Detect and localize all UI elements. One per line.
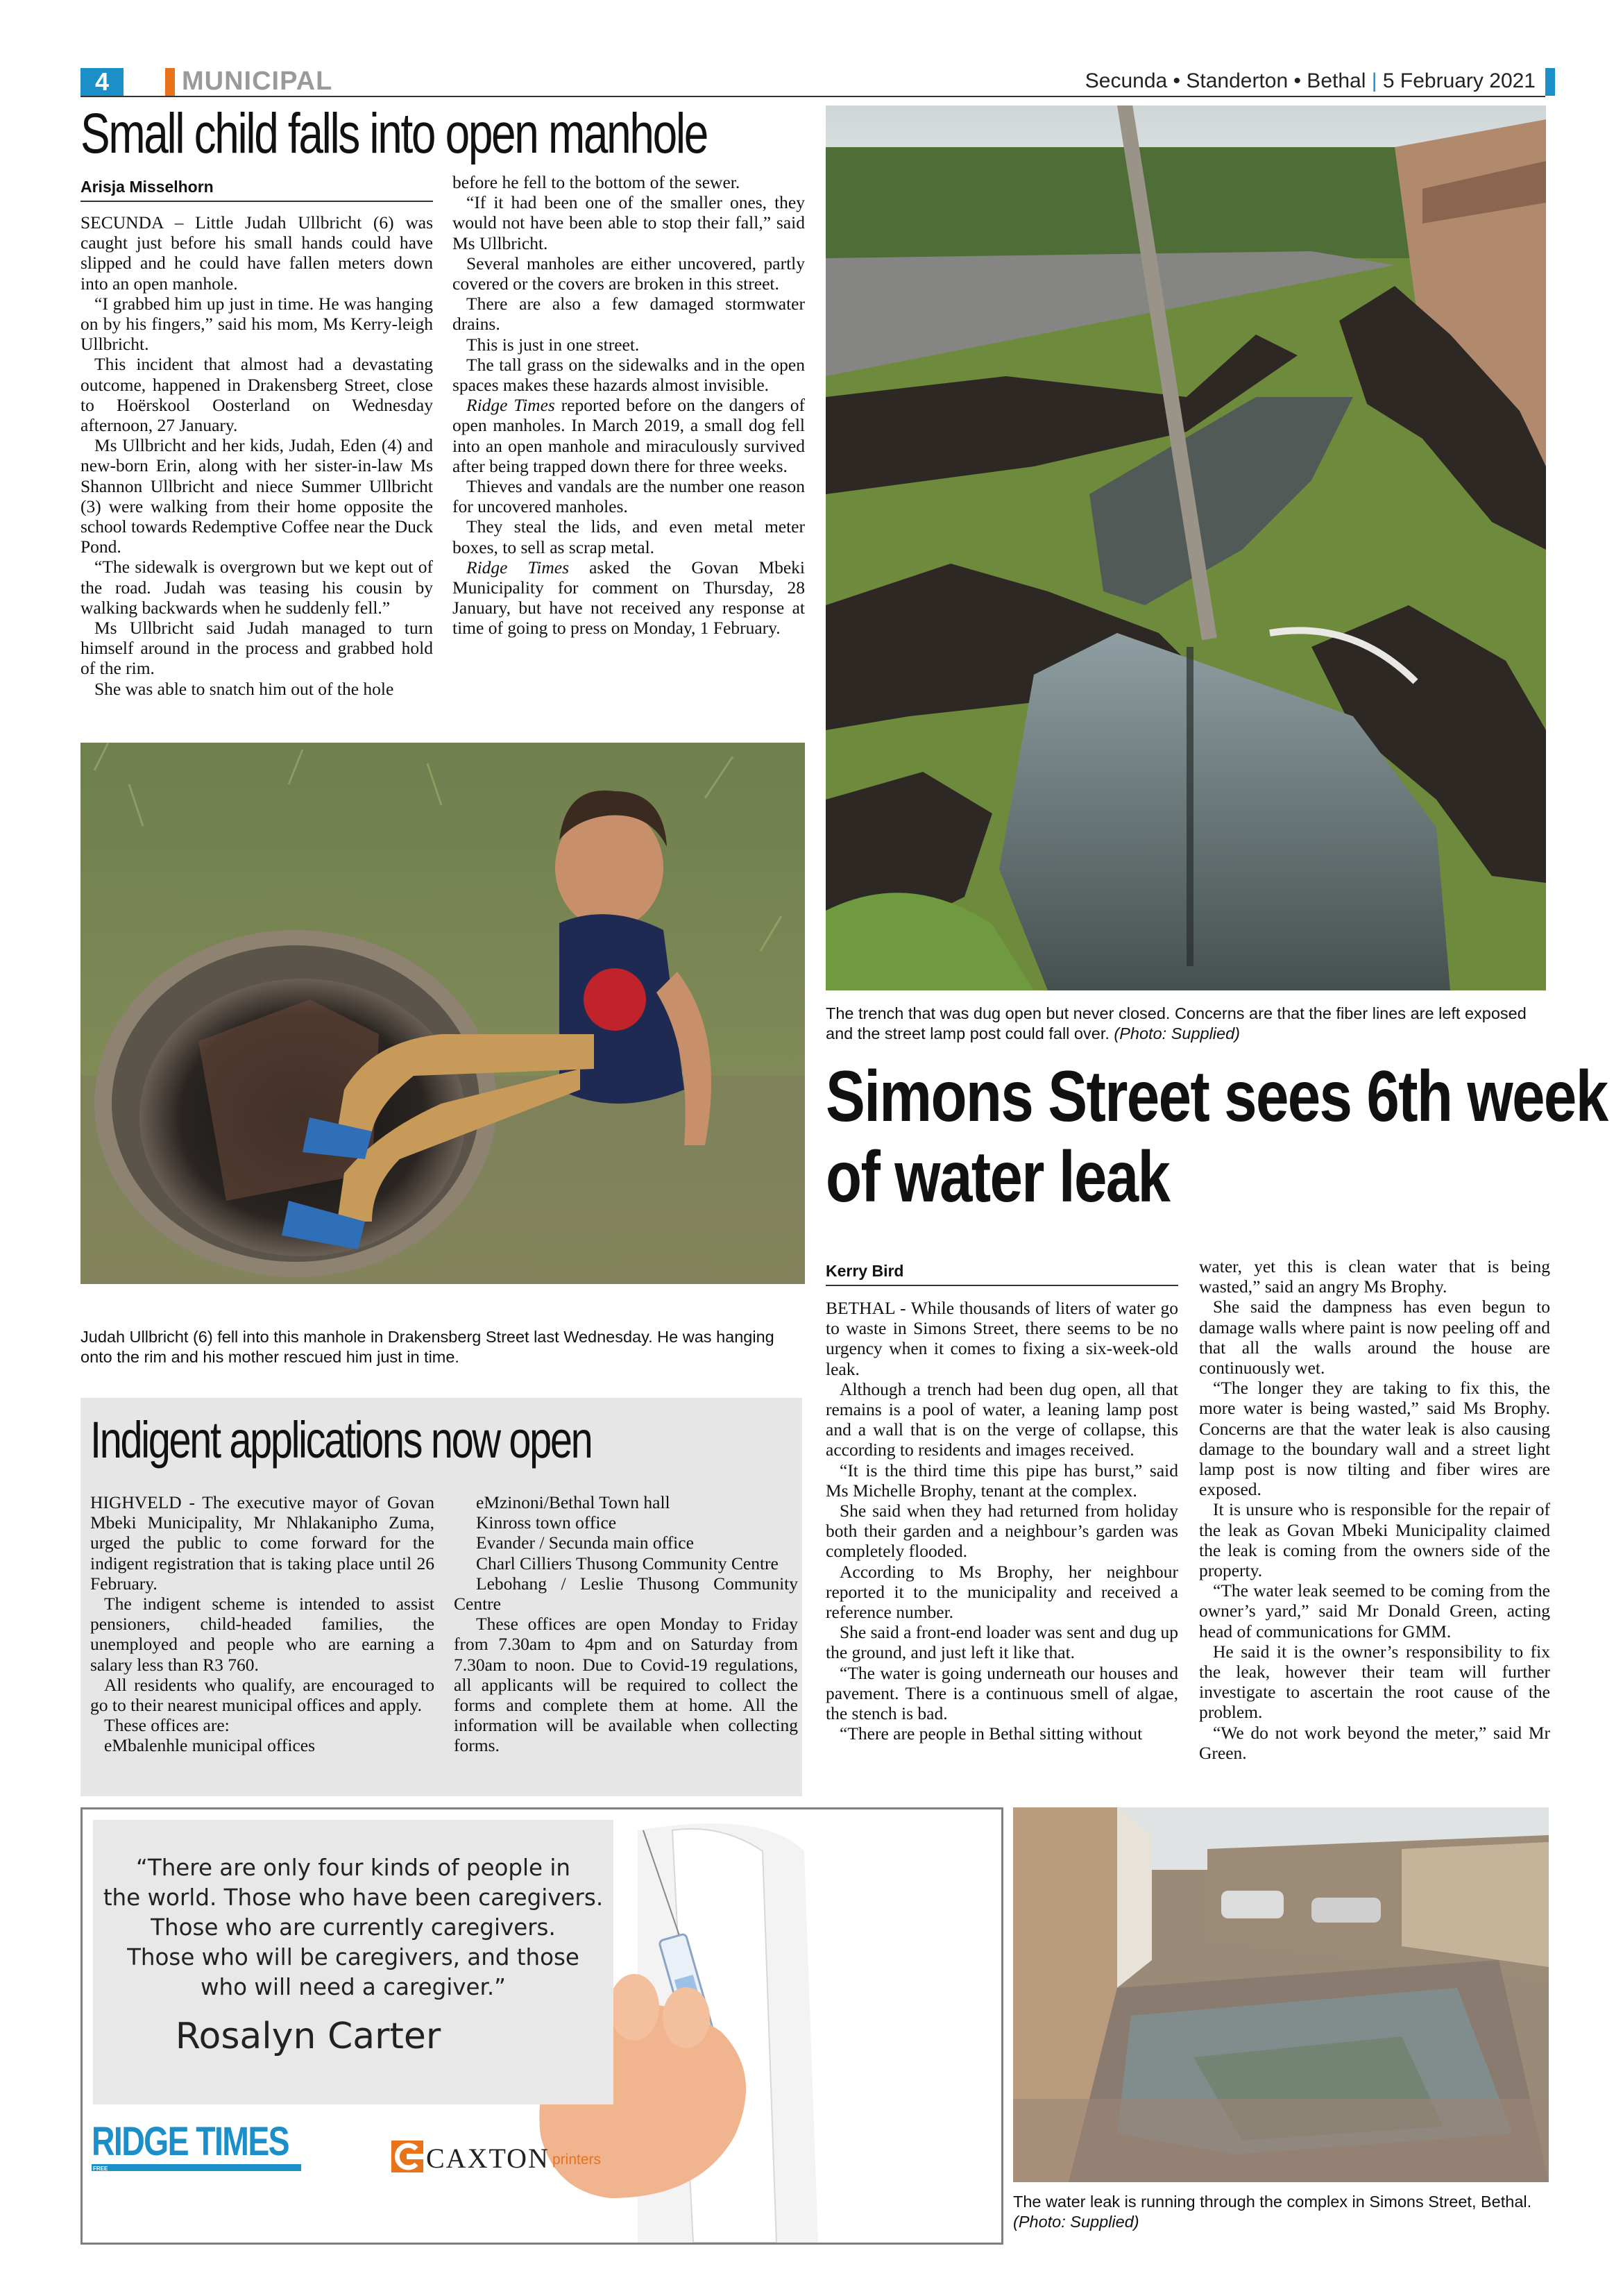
caxton-logo: CAXTON — [426, 2143, 550, 2174]
leak-paragraph: He said it is the owner’s responsibility to fix the leak, however their team will further investigate to ascertain the root cause of the problem. — [1199, 1641, 1550, 1723]
leak-col-1 — [826, 1298, 1178, 1744]
manhole-paragraph: before he fell to the bottom of the sewer. — [452, 172, 740, 192]
dateline: Secunda • Standerton • Bethal | 5 February 2021 — [1085, 69, 1536, 92]
indigent-paragraph: These offices are open Monday to Friday from 7.30am to 4pm and on Saturday from 7.30am to noon. Due to Covid-19 regulations, all applicants will be required to collect the forms and complete them at home. All the information will be available when collecting forms. — [454, 1614, 798, 1756]
dateline-towns: Secunda • Standerton • Bethal — [1085, 69, 1366, 92]
leak-paragraph: “The water leak seemed to be coming from the owner’s yard,” said Mr Donald Green, acting head of communications for GMM. — [1199, 1580, 1550, 1641]
manhole-paragraph-text: asked the Govan Mbeki Municipality for comment on Thursday, 28 January, but have not received any response at time of going to press on Monday, 1 February. — [452, 557, 805, 639]
masthead-rule — [80, 96, 1545, 97]
indigent-office: Kinross town office — [476, 1512, 617, 1533]
leak-paragraph: “We do not work beyond the meter,” said Mr Green. — [1199, 1722, 1550, 1763]
manhole-photo-illustration — [80, 743, 805, 1284]
leak-caption-text: The water leak is running through the complex in Simons Street, Bethal. — [1013, 2193, 1532, 2211]
leak-paragraph: She said a front-end loader was sent and dug up the ground, and just left it like that. — [826, 1622, 1178, 1663]
indigent-office: eMzinoni/Bethal Town hall — [476, 1492, 670, 1512]
manhole-paragraph: SECUNDA – Little Judah Ullbricht (6) was caught just before his small hands could have slipped and he could have fallen meters down into an open manhole. — [80, 212, 433, 294]
indigent-paragraph: eMbalenhle municipal offices — [104, 1735, 316, 1756]
trench-photo-caption — [826, 1004, 1547, 1044]
manhole-col-1 — [80, 212, 433, 699]
indigent-paragraph: These offices are: — [104, 1715, 230, 1736]
leak-paragraph: She said the dampness has even begun to damage walls where paint is now peeling off and that all the walls around the house are continuously wet. — [1199, 1297, 1550, 1378]
indigent-office: Evander / Secunda main office — [476, 1533, 694, 1553]
manhole-paragraph-text: reported before on the dangers of open manholes. In March 2019, a small dog fell into an open manhole and miraculously survived after being trapped down there for three weeks. — [452, 395, 806, 476]
indigent-col-2 — [454, 1492, 798, 1756]
leak-paragraph: Although a trench had been dug open, all that remains is a pool of water, a leaning lamp post and a wall that is on the verge of collapse, this according to residents and images received. — [826, 1378, 1178, 1460]
leak-headline: Simons Street sees 6th week of water leak — [826, 1056, 1608, 1217]
manhole-paragraph: This is just in one street. — [466, 334, 640, 355]
manhole-paragraph: Several manholes are either uncovered, partly covered or the covers are broken in this street. — [452, 253, 805, 294]
indigent-col-1 — [90, 1492, 434, 1756]
paper-name: Ridge Times — [466, 557, 570, 577]
manhole-paragraph: Ms Ullbricht and her kids, Judah, Eden (4) and new-born Erin, along with her sister-in-law Ms Shannon Ullbricht and niece Summer Ullbricht (3) were walking from their home opposite the school towards Redemptive Coffee near the Duck Pond. — [80, 435, 433, 557]
leak-caption-credit: (Photo: Supplied) — [1013, 2213, 1139, 2231]
paper-name: Ridge Times — [466, 395, 555, 416]
indigent-office: Lebohang / Leslie Thusong Community Centre — [454, 1573, 798, 1614]
leak-paragraph: It is unsure who is responsible for the repair of the leak as Govan Mbeki Municipality claimed the leak is coming from the owners side of the property. — [1199, 1499, 1550, 1581]
leak-photo — [1013, 1807, 1549, 2182]
trench-caption-credit: (Photo: Supplied) — [1114, 1024, 1240, 1043]
leak-paragraph: “The water is going underneath our houses and pavement. There is a continuous smell of algae, the stench is bad. — [826, 1662, 1178, 1724]
page-number: 4 — [80, 68, 124, 96]
trench-caption-text: The trench that was dug open but never closed. Concerns are that the fiber lines are left exposed and the street lamp post could fall over. — [826, 1004, 1527, 1043]
caxton-logo-sub: printers — [552, 2152, 602, 2168]
trench-photo-illustration — [826, 105, 1546, 990]
manhole-paragraph: She was able to snatch him out of the hole — [94, 678, 394, 699]
advert-quote-line: Those who will be caregivers, and those — [127, 1944, 579, 1970]
ridge-times-logo: RIDGE TIMES — [92, 2119, 289, 2164]
dateline-accent-bar — [1545, 68, 1555, 96]
manhole-col-2 — [452, 172, 805, 639]
leak-photo-caption — [1013, 2192, 1554, 2232]
advert-quote — [93, 1853, 613, 2002]
manhole-photo — [80, 743, 805, 1284]
leak-paragraph: “The longer they are taking to fix this, the more water is being wasted,” said Ms Brophy. Concerns are that the water leak is also causing damage to the boundary wall and a street light lamp post is now tilting and fiber wires are exposed. — [1199, 1378, 1550, 1500]
caxton-logo-icon — [391, 2141, 423, 2172]
leak-paragraph: BETHAL - While thousands of liters of water go to waste in Simons Street, there seems to be no urgency when it comes to fixing a six-week-old leak. — [826, 1298, 1178, 1379]
manhole-paragraph: Ms Ullbricht said Judah managed to turn himself around in the process and grabbed hold of the rim. — [80, 618, 433, 679]
manhole-photo-caption: Judah Ullbricht (6) fell into this manhole in Drakensberg Street last Wednesday. He was hanging onto the rim and his mother rescued him just in time. — [80, 1328, 774, 1366]
indigent-paragraph: HIGHVELD - The executive mayor of Govan Mbeki Municipality, Mr Nhlakanipho Zuma, urged the public to come forward for the indigent registration that is taking place until 26 February. — [90, 1492, 434, 1594]
leak-paragraph: She said when they had returned from holiday both their garden and a neighbour’s garden was completely flooded. — [826, 1501, 1178, 1562]
advert-quote-line: Those who are currently caregivers. — [151, 1914, 556, 1941]
section-label: MUNICIPAL — [182, 67, 333, 96]
advert-quote-line: “There are only four kinds of people in — [136, 1855, 570, 1881]
manhole-paragraph: They steal the lids, and even metal meter boxes, to sell as scrap metal. — [452, 516, 805, 557]
ridge-times-logo-bar — [92, 2164, 301, 2171]
leak-photo-illustration — [1013, 1807, 1549, 2182]
advert-quote-line: who will need a caregiver.” — [200, 1974, 507, 2000]
ridge-times-logo-sub: FREE — [93, 2166, 108, 2172]
leak-col-2 — [1199, 1256, 1550, 1763]
dateline-date: 5 February 2021 — [1382, 69, 1536, 92]
manhole-byline — [80, 178, 433, 202]
indigent-headline: Indigent applications now open — [90, 1411, 592, 1469]
manhole-paragraph: The tall grass on the sidewalks and in the open spaces makes these hazards almost invisible. — [452, 354, 805, 396]
leak-byline — [826, 1262, 1178, 1286]
manhole-paragraph — [452, 557, 805, 639]
leak-paragraph: water, yet this is clean water that is being wasted,” said an angry Ms Brophy. — [1199, 1256, 1550, 1297]
manhole-paragraph: Thieves and vandals are the number one reason for uncovered manholes. — [452, 476, 805, 517]
manhole-paragraph: “The sidewalk is overgrown but we kept out of the road. Judah was teasing his cousin by walking backwards when he suddenly fell.” — [80, 557, 433, 618]
advert-quote-line: the world. Those who have been caregivers. — [103, 1884, 604, 1911]
manhole-paragraph: “I grabbed him up just in time. He was hanging on by his fingers,” said his mom, Ms Kerry-leigh Ullbricht. — [80, 293, 433, 355]
advert-quote-author: Rosalyn Carter — [175, 2016, 441, 2057]
indigent-paragraph: All residents who qualify, are encouraged to go to their nearest municipal offices and apply. — [90, 1674, 434, 1716]
manhole-byline-name: Arisja Misselhorn — [80, 178, 214, 196]
leak-paragraph: According to Ms Brophy, her neighbour reported it to the municipality and received a reference number. — [826, 1561, 1178, 1623]
section-accent-bar — [165, 68, 175, 96]
trench-photo — [826, 105, 1546, 990]
manhole-paragraph: This incident that almost had a devastating outcome, happened in Drakensberg Street, close to Hoërskool Oosterland on Wednesday afternoon, 27 January. — [80, 354, 433, 436]
indigent-office: Charl Cilliers Thusong Community Centre — [476, 1553, 779, 1573]
manhole-paragraph: “If it had been one of the smaller ones, they would not have been able to stop their fall,” said Ms Ullbricht. — [452, 192, 805, 253]
leak-byline-name: Kerry Bird — [826, 1262, 904, 1280]
leak-paragraph: “It is the third time this pipe has burst,” said Ms Michelle Brophy, tenant at the complex. — [826, 1460, 1178, 1501]
manhole-headline: Small child falls into open manhole — [80, 102, 707, 165]
manhole-paragraph — [452, 395, 805, 476]
leak-paragraph: “There are people in Bethal sitting without — [840, 1723, 1143, 1744]
manhole-paragraph: There are also a few damaged stormwater drains. — [452, 294, 805, 335]
indigent-paragraph: The indigent scheme is intended to assist pensioners, child-headed families, the unemployed and people who are earning a salary less than R3 760. — [90, 1594, 434, 1675]
